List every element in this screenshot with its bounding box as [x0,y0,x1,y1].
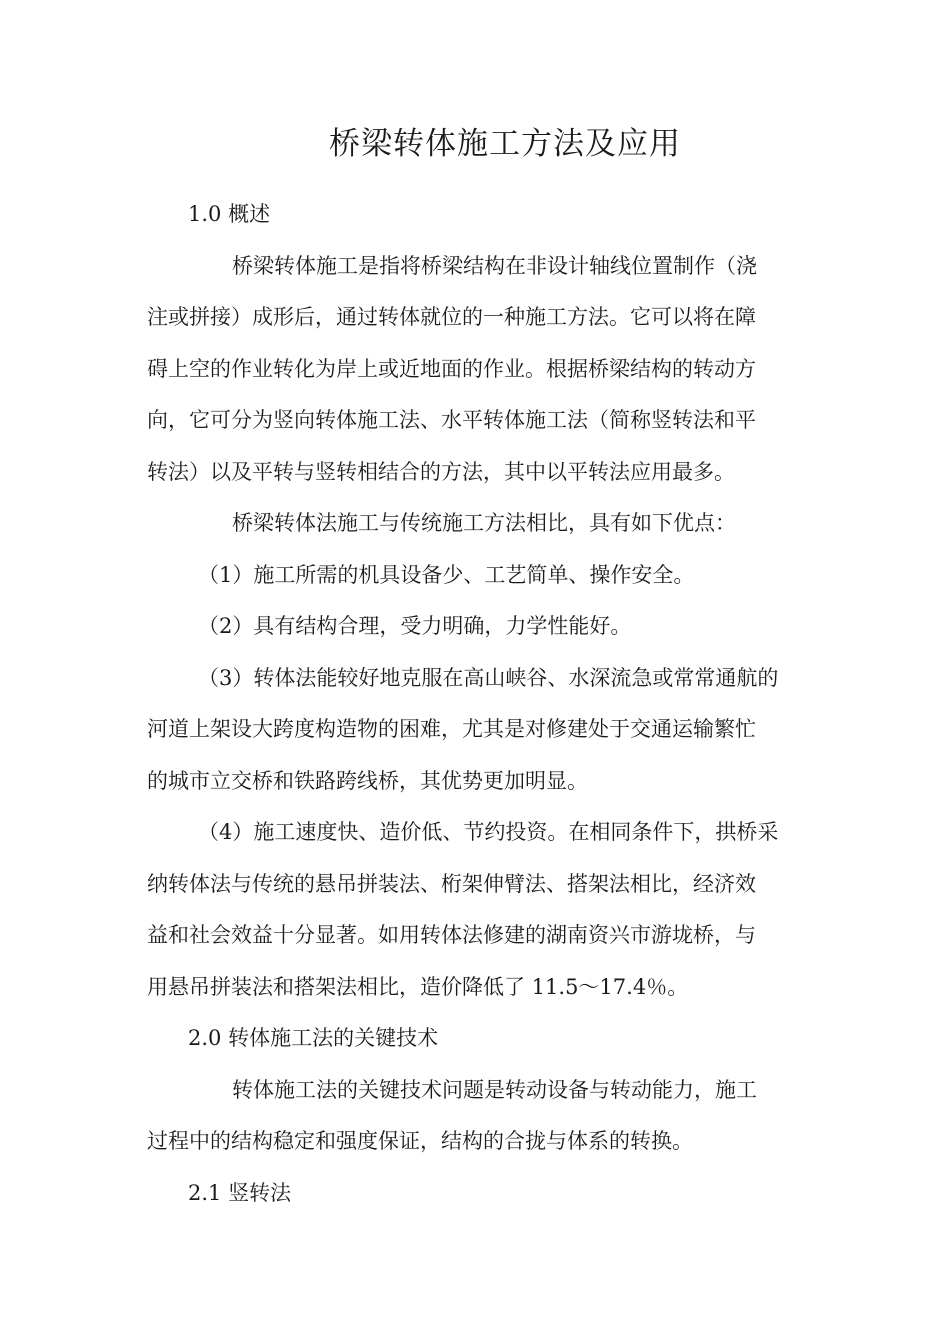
subsection-heading-vertical-rotation: 2.1 竖转法 [188,1181,292,1205]
list-item-continuation: 用悬吊拼装法和搭架法相比，造价降低了 11.5～17.4％。 [147,975,689,999]
paragraph-line: 转体施工法的关键技术问题是转动设备与转动能力，施工 [232,1078,757,1102]
paragraph-line: 桥梁转体施工是指将桥梁结构在非设计轴线位置制作（浇 [232,254,757,278]
paragraph-line: 注或拼接）成形后，通过转体就位的一种施工方法。它可以将在障 [147,305,756,329]
section-heading-overview: 1.0 概述 [188,202,271,226]
list-item-continuation: 纳转体法与传统的悬吊拼装法、桁架伸臂法、搭架法相比，经济效 [147,872,756,896]
paragraph-line: 碍上空的作业转化为岸上或近地面的作业。根据桥梁结构的转动方 [147,357,756,381]
list-item-continuation: 的城市立交桥和铁路跨线桥，其优势更加明显。 [147,769,588,793]
paragraph-line: 向，它可分为竖向转体施工法、水平转体施工法（简称竖转法和平 [147,408,756,432]
list-item-continuation: 益和社会效益十分显著。如用转体法修建的湖南资兴市游垅桥，与 [147,923,756,947]
list-item: （4）施工速度快、造价低、节约投资。在相同条件下，拱桥采 [198,820,779,844]
list-item: （1）施工所需的机具设备少、工艺简单、操作安全。 [198,563,695,587]
list-item: （2）具有结构合理，受力明确，力学性能好。 [198,614,632,638]
list-item-continuation: 河道上架设大跨度构造物的困难，尤其是对修建处于交通运输繁忙 [147,717,756,741]
section-heading-key-technology: 2.0 转体施工法的关键技术 [188,1026,439,1050]
paragraph-line: 桥梁转体法施工与传统施工方法相比，具有如下优点： [232,511,736,535]
paragraph-line: 过程中的结构稳定和强度保证，结构的合拢与体系的转换。 [147,1129,693,1153]
list-item: （3）转体法能较好地克服在高山峡谷、水深流急或常常通航的 [198,666,779,690]
document-title: 桥梁转体施工方法及应用 [329,126,681,162]
paragraph-line: 转法）以及平转与竖转相结合的方法，其中以平转法应用最多。 [147,460,735,484]
